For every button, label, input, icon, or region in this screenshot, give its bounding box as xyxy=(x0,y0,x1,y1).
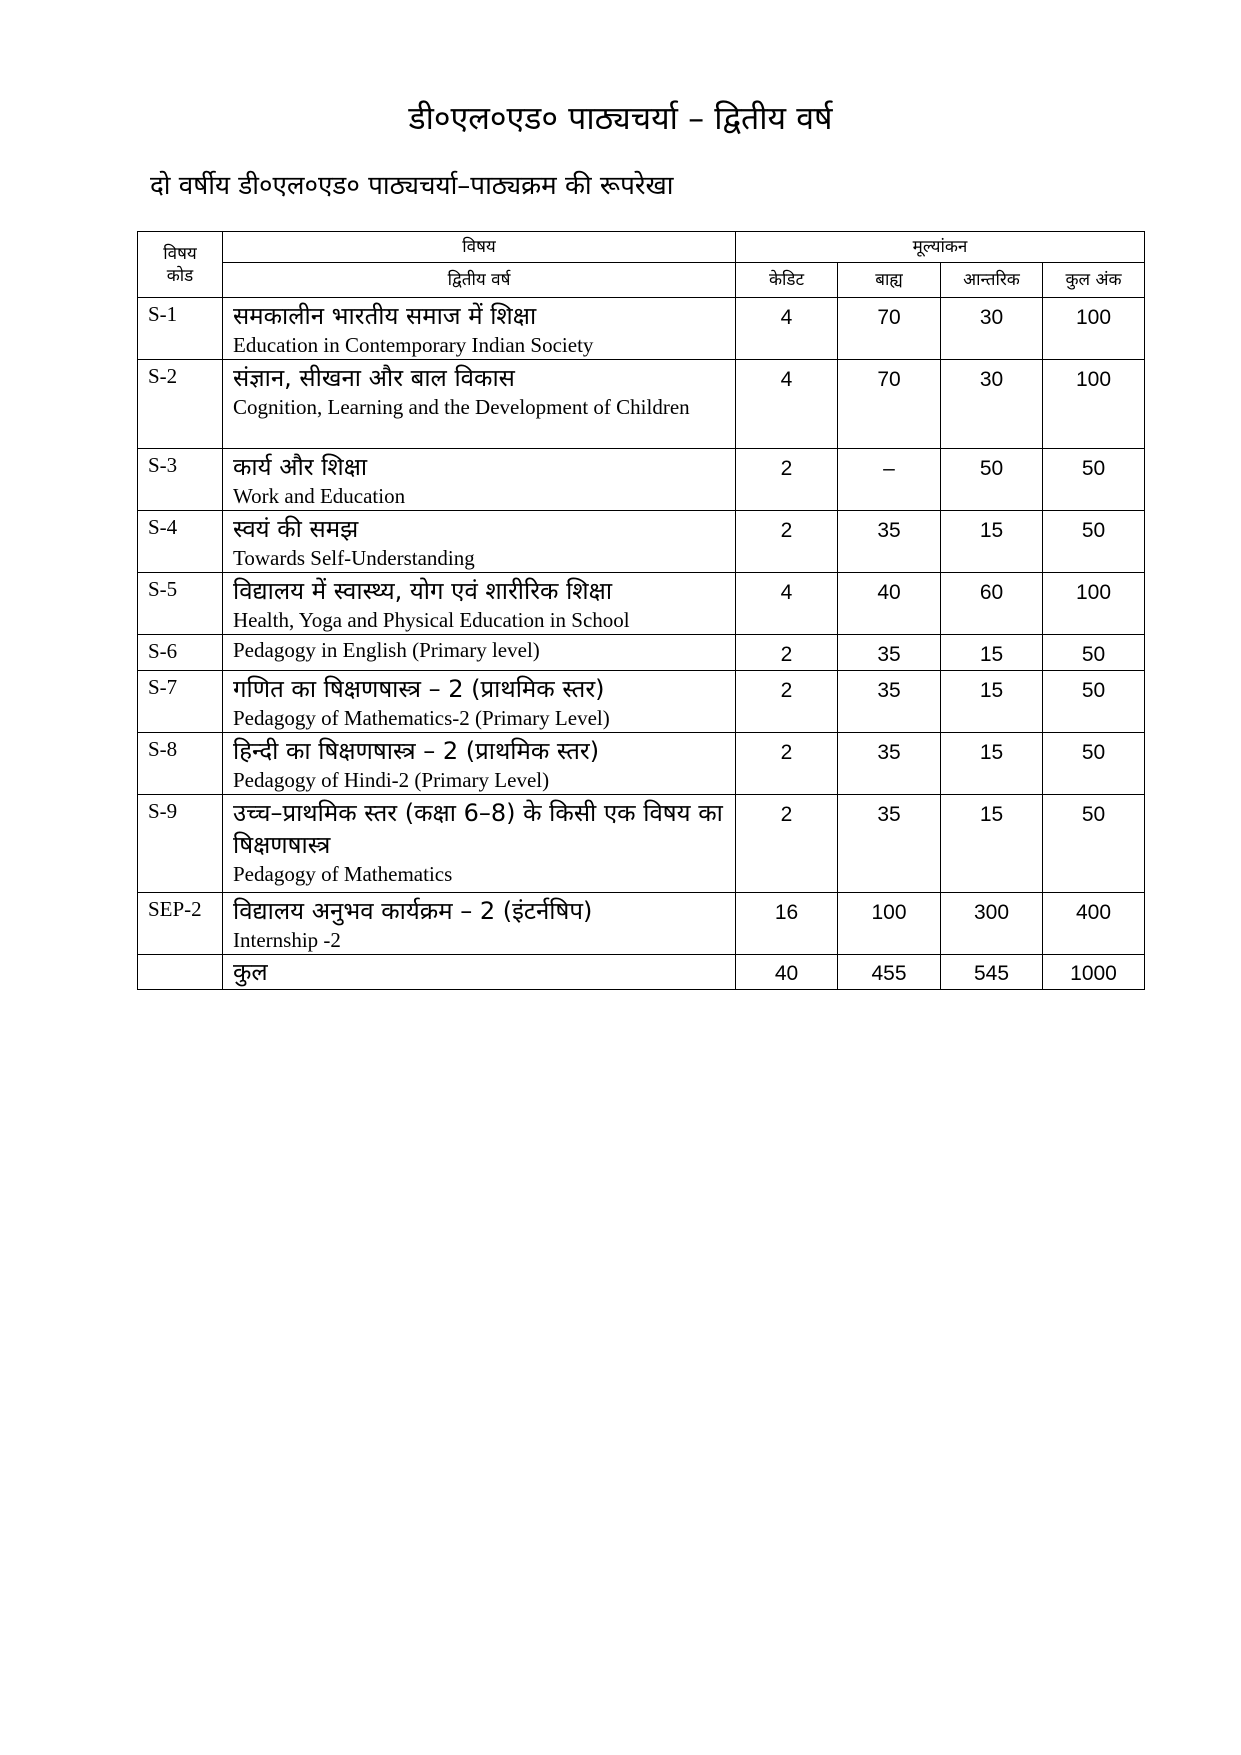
total-value: 50 xyxy=(1043,449,1145,511)
total-value: 100 xyxy=(1043,360,1145,449)
subject-name-hindi: समकालीन भारतीय समाज में शिक्षा xyxy=(233,302,537,330)
subject-name-hindi: उच्च–प्राथमिक स्तर (कक्षा 6–8) के किसी एक विषय का षिक्षणषास्त्र xyxy=(233,799,723,859)
total-value: 400 xyxy=(1043,893,1145,955)
external-value: 40 xyxy=(838,573,941,635)
table-row xyxy=(138,298,1145,360)
table-row xyxy=(138,511,1145,573)
total-external: 455 xyxy=(838,955,941,990)
total-credit: 40 xyxy=(736,955,838,990)
table-row xyxy=(138,360,1145,449)
credit-value: 2 xyxy=(736,635,838,671)
subject-cell xyxy=(223,511,736,573)
subject-name-hindi: कार्य और शिक्षा xyxy=(233,453,368,481)
internal-value: 30 xyxy=(941,298,1043,360)
total-value: 50 xyxy=(1043,733,1145,795)
subject-code: S-7 xyxy=(138,671,223,733)
total-value: 50 xyxy=(1043,511,1145,573)
internal-value: 15 xyxy=(941,511,1043,573)
subject-code: S-8 xyxy=(138,733,223,795)
header-second-year: द्वितीय वर्ष xyxy=(223,263,736,298)
table-row xyxy=(138,795,1145,893)
subject-name-english: Pedagogy in English (Primary level) xyxy=(233,638,540,662)
credit-value: 4 xyxy=(736,360,838,449)
header-internal: आन्तरिक xyxy=(941,263,1043,298)
subject-name-english: Internship -2 xyxy=(233,928,341,952)
subject-name-hindi: स्वयं की समझ xyxy=(233,515,359,543)
page-title: डी०एल०एड० पाठ्यचर्या – द्वितीय वर्ष xyxy=(408,99,833,137)
total-value: 50 xyxy=(1043,795,1145,893)
subject-name-hindi: संज्ञान, सीखना और बाल विकास xyxy=(233,364,515,392)
table-row xyxy=(138,893,1145,955)
internal-value: 15 xyxy=(941,635,1043,671)
credit-value: 4 xyxy=(736,573,838,635)
total-label: कुल xyxy=(223,955,736,990)
subject-cell xyxy=(223,733,736,795)
page-subtitle: दो वर्षीय डी०एल०एड० पाठ्यचर्या–पाठ्यक्रम की रूपरेखा xyxy=(150,171,674,201)
subject-name-english: Pedagogy of Mathematics-2 (Primary Level) xyxy=(233,706,610,730)
total-row xyxy=(138,955,1145,990)
total-marks: 1000 xyxy=(1043,955,1145,990)
external-value: 35 xyxy=(838,795,941,893)
subject-name-hindi: गणित का षिक्षणषास्त्र – 2 (प्राथमिक स्तर) xyxy=(233,675,605,703)
header-evaluation-group: मूल्यांकन xyxy=(736,232,1145,263)
subject-code: S-9 xyxy=(138,795,223,893)
internal-value: 50 xyxy=(941,449,1043,511)
header-subject-group: विषय xyxy=(223,232,736,263)
subject-cell xyxy=(223,671,736,733)
subject-cell xyxy=(223,795,736,893)
subject-name-english: Work and Education xyxy=(233,484,406,508)
subject-code: S-2 xyxy=(138,360,223,449)
external-value: 35 xyxy=(838,511,941,573)
subject-code: S-6 xyxy=(138,635,223,671)
subject-name-hindi: विद्यालय अनुभव कार्यक्रम – 2 (इंटर्नषिप) xyxy=(233,897,593,925)
subject-cell xyxy=(223,360,736,449)
curriculum-table xyxy=(137,231,1145,990)
total-value: 50 xyxy=(1043,671,1145,733)
header-subject-code: विषय कोड xyxy=(138,232,223,298)
subject-code: S-4 xyxy=(138,511,223,573)
total-value: 100 xyxy=(1043,298,1145,360)
subject-cell xyxy=(223,635,736,671)
external-value: 35 xyxy=(838,671,941,733)
subject-cell xyxy=(223,573,736,635)
external-value: 35 xyxy=(838,635,941,671)
table-row xyxy=(138,733,1145,795)
internal-value: 300 xyxy=(941,893,1043,955)
total-row-code xyxy=(138,955,223,990)
internal-value: 15 xyxy=(941,671,1043,733)
external-value: – xyxy=(838,449,941,511)
internal-value: 15 xyxy=(941,795,1043,893)
credit-value: 4 xyxy=(736,298,838,360)
subject-name-english: Education in Contemporary Indian Society xyxy=(233,333,594,357)
credit-value: 2 xyxy=(736,449,838,511)
total-value: 100 xyxy=(1043,573,1145,635)
internal-value: 30 xyxy=(941,360,1043,449)
credit-value: 2 xyxy=(736,511,838,573)
subject-name-english: Pedagogy of Hindi-2 (Primary Level) xyxy=(233,768,550,792)
subject-name-hindi: विद्यालय में स्वास्थ्य, योग एवं शारीरिक शिक्षा xyxy=(233,577,613,605)
external-value: 100 xyxy=(838,893,941,955)
subject-cell xyxy=(223,449,736,511)
external-value: 70 xyxy=(838,298,941,360)
subject-name-hindi: हिन्दी का षिक्षणषास्त्र – 2 (प्राथमिक स्तर) xyxy=(233,737,600,765)
subject-code: S-1 xyxy=(138,298,223,360)
table-row xyxy=(138,573,1145,635)
header-external: बाह्य xyxy=(838,263,941,298)
credit-value: 2 xyxy=(736,671,838,733)
total-internal: 545 xyxy=(941,955,1043,990)
credit-value: 16 xyxy=(736,893,838,955)
external-value: 70 xyxy=(838,360,941,449)
total-value: 50 xyxy=(1043,635,1145,671)
external-value: 35 xyxy=(838,733,941,795)
header-credit: केडिट xyxy=(736,263,838,298)
subject-code: S-5 xyxy=(138,573,223,635)
subject-cell xyxy=(223,893,736,955)
subject-name-english: Pedagogy of Mathematics xyxy=(233,862,453,886)
credit-value: 2 xyxy=(736,733,838,795)
table-row xyxy=(138,635,1145,671)
internal-value: 15 xyxy=(941,733,1043,795)
subject-name-english: Health, Yoga and Physical Education in School xyxy=(233,608,630,632)
table-row xyxy=(138,449,1145,511)
subject-code: S-3 xyxy=(138,449,223,511)
internal-value: 60 xyxy=(941,573,1043,635)
subject-name-english: Towards Self-Understanding xyxy=(233,546,475,570)
subject-code: SEP-2 xyxy=(138,893,223,955)
subject-cell xyxy=(223,298,736,360)
table-row xyxy=(138,671,1145,733)
subject-name-english: Cognition, Learning and the Development of Children xyxy=(233,395,690,419)
credit-value: 2 xyxy=(736,795,838,893)
header-total-marks: कुल अंक xyxy=(1043,263,1145,298)
